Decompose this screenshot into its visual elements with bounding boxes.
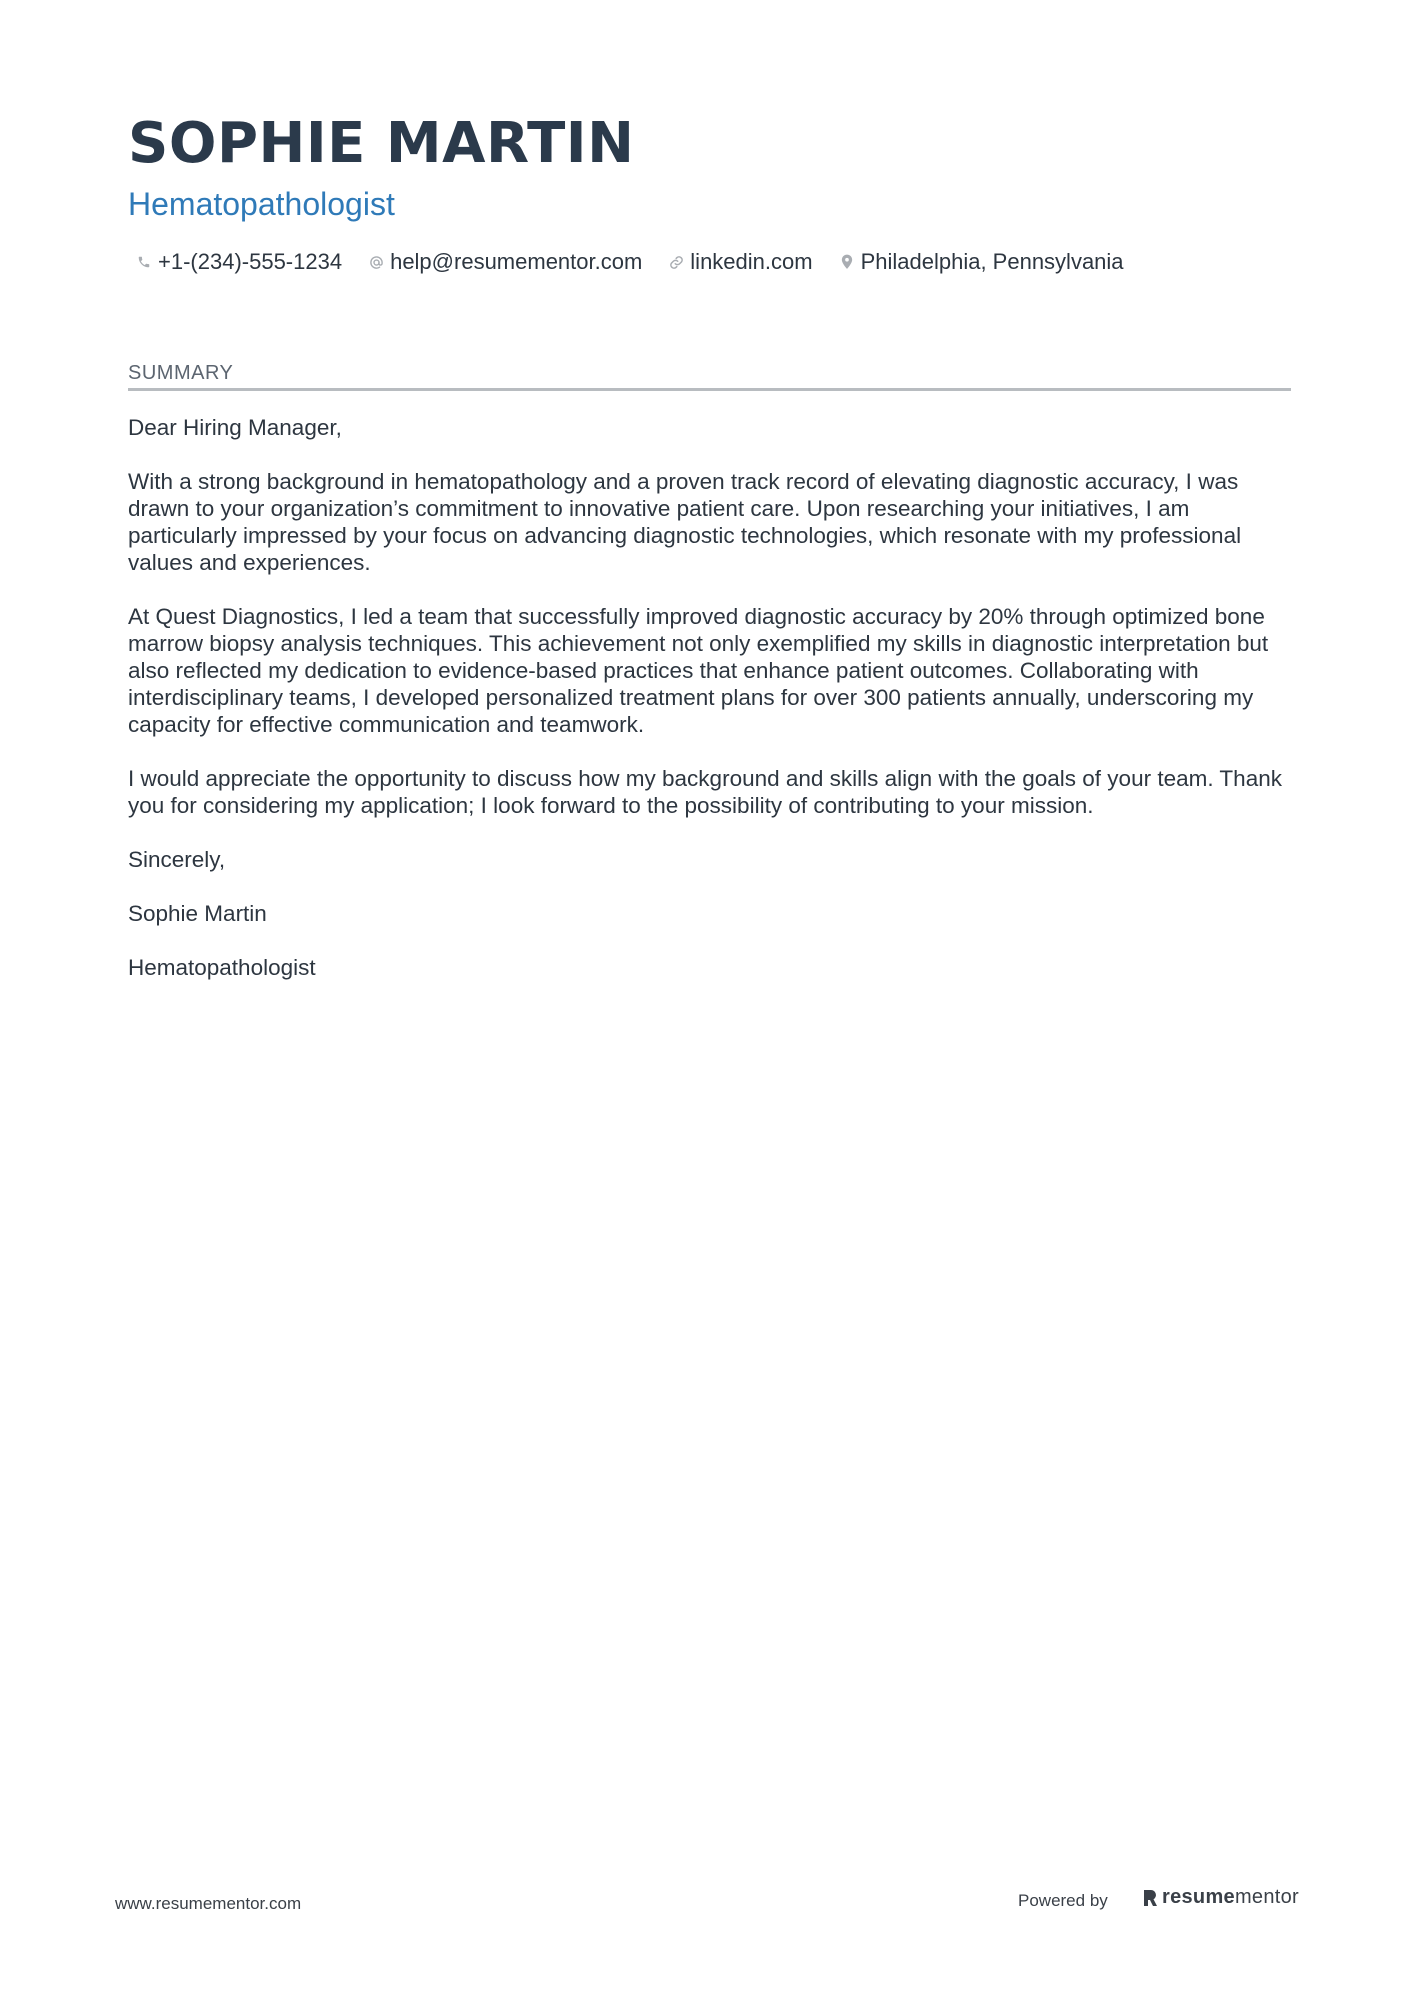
section-divider [128,388,1291,391]
letter-paragraph: I would appreciate the opportunity to discuss how my background and skills align with the goals of your team. Thank you for considering my application; I look forward to the possibility of contributing to your mission. [128,766,1282,818]
location-pin-icon [839,254,855,270]
contact-email [368,249,642,275]
job-title: Hematopathologist [128,186,395,222]
signature-name: Sophie Martin [128,901,267,926]
powered-by-label: Powered by [1018,1891,1108,1910]
brand-wordmark [1162,1886,1299,1909]
contact-linkedin [668,249,812,275]
section-title-summary: SUMMARY [128,362,234,384]
contact-location-text: Philadelphia, Pennsylvania [860,249,1124,274]
link-icon [668,254,684,270]
contact-email-text: help@resumementor.com [390,249,643,274]
signature-title: Hematopathologist [128,955,316,980]
letter-greeting: Dear Hiring Manager, [128,415,342,440]
contact-phone [136,249,342,275]
contact-bar [136,246,1150,278]
brand-wordmark-bold: resume [1162,1886,1235,1908]
candidate-name: SOPHIE MARTIN [128,111,635,176]
at-icon [368,254,384,270]
footer-website-link[interactable]: www.resumementor.com [115,1894,302,1913]
brand-wordmark-light: mentor [1234,1886,1299,1908]
contact-phone-text: +1-(234)-555-1234 [158,249,343,274]
letter-closing: Sincerely, [128,847,226,872]
letter-paragraph: With a strong background in hematopathology and a proven track record of elevating diagnostic accuracy, I was drawn to your organization’s commitment to innovative patient care. Upon researching your initiatives, I am particularly impressed by your focus on advancing diagnostic technologies, which resonate with my professional values and experiences. [128,469,1242,575]
letter-body [128,414,1293,1008]
brand-logo-link[interactable] [1142,1886,1299,1909]
contact-linkedin-text: linkedin.com [690,249,813,274]
resumementor-logo-icon [1142,1888,1158,1908]
phone-icon [136,254,152,270]
contact-location [839,249,1124,275]
letter-paragraph: At Quest Diagnostics, I led a team that successfully improved diagnostic accuracy by 20% through optimized bone marrow biopsy analysis techniques. This achievement not only exemplified my skills in diagnostic interpretation but also reflected my dedication to evidence-based practices that enhance patient outcomes. Collaborating with interdisciplinary teams, I developed personalized treatment plans for over 300 patients annually, underscoring my capacity for effective communication and teamwork. [128,604,1269,737]
